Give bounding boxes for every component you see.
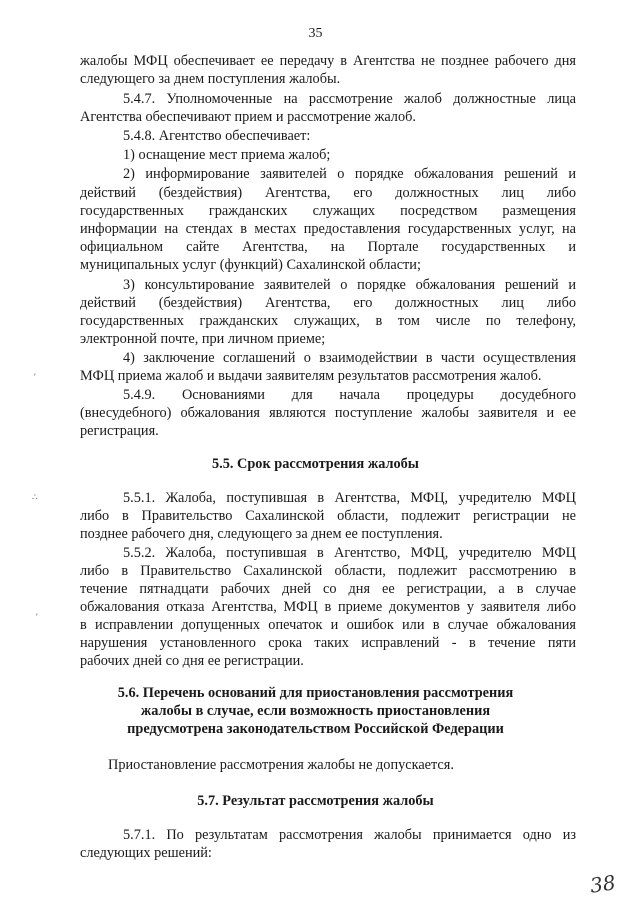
scan-speck: ′ (34, 372, 36, 382)
text-line: обжалования отказа Агентства, МФЦ в приеме документов у заявителя либо (80, 599, 576, 615)
text-line: действий (бездействия) Агентства, его должностных лиц либо (80, 295, 576, 311)
section-heading: 5.5. Срок рассмотрения жалобы (212, 456, 419, 472)
list-item-text: 3) консультирование заявителей о порядке обжалования решений и (123, 277, 576, 293)
text-line: следующих решений: (80, 845, 212, 861)
text-line: информации на стендах в местах предоставления государственных услуг, на (80, 221, 576, 237)
text-line: либо в Правительство Сахалинской области, подлежит регистрации не (80, 508, 576, 524)
text-line: МФЦ приема жалоб и выдачи заявителям результатов рассмотрения жалоб. (80, 368, 542, 384)
text-line: позднее рабочего дня, следующего за днем ее поступления. (80, 526, 443, 542)
text-line: Агентства обеспечивают прием и рассмотрение жалоб. (80, 109, 416, 125)
scan-speck: ∴ (32, 492, 38, 502)
text-line: 5.4.9. Основаниями для начала процедуры досудебного (123, 387, 576, 403)
text-line: нарушения установленного срока таких исправлений - в течение пяти (80, 635, 576, 651)
text-line: электронной почте, при личном приеме; (80, 331, 326, 347)
text-line: муниципальных услуг (функций) Сахалинской области; (80, 257, 421, 273)
list-item-text: 2) информирование заявителей о порядке обжалования решений и (123, 166, 576, 182)
section-heading: 5.7. Результат рассмотрения жалобы (197, 793, 434, 809)
text-line: 5.5.2. Жалоба, поступившая в Агентство, МФЦ, учредителю МФЦ (123, 545, 576, 561)
text-line: течение пятнадцати рабочих дней со дня ее регистрации, а в случае (80, 581, 576, 597)
list-item-text: 1) оснащение мест приема жалоб; (123, 147, 331, 163)
text-line: государственных гражданских служащих посредством размещения (80, 203, 576, 219)
text-line: 5.4.7. Уполномоченные на рассмотрение жалоб должностные лица (123, 91, 576, 107)
text-line: 5.5.1. Жалоба, поступившая в Агентства, МФЦ, учредителю МФЦ (123, 490, 576, 506)
section-heading: предусмотрена законодательством Российской Федерации (127, 721, 504, 737)
text-line: следующего за днем поступления жалобы. (80, 71, 341, 87)
text-line: жалобы МФЦ обеспечивает ее передачу в Агентства не позднее рабочего дня (80, 53, 576, 69)
text-line: 5.7.1. По результатам рассмотрения жалобы принимается одно из (123, 827, 576, 843)
text-line: либо в Правительство Сахалинской области, подлежит рассмотрению в (80, 563, 576, 579)
text-line: государственных гражданских служащих, в том числе по телефону, (80, 313, 576, 329)
text-line: (внесудебного) обжалования являются поступление жалобы заявителя и ее (80, 405, 576, 421)
text-line: в исправлении допущенных опечаток и ошибок или в случае обжалования (80, 617, 576, 633)
text-line: Приостановление рассмотрения жалобы не допускается. (108, 757, 454, 773)
text-line: регистрация. (80, 423, 159, 439)
scan-speck: ′ (36, 612, 38, 622)
section-heading: 5.6. Перечень оснований для приостановления рассмотрения (117, 685, 514, 701)
section-heading: жалобы в случае, если возможность приостановления (140, 703, 491, 719)
text-line: официальном сайте Агентства, на Портале государственных и (80, 239, 576, 255)
text-line: 5.4.8. Агентство обеспечивает: (123, 128, 311, 144)
text-line: действий (бездействия) Агентства, его должностных лиц либо (80, 185, 576, 201)
handwritten-page-mark: 38 (588, 870, 617, 898)
page-number: 35 (308, 26, 323, 41)
list-item-text: 4) заключение соглашений о взаимодействии в части осуществления (123, 350, 576, 366)
text-line: рабочих дней со дня ее регистрации. (80, 653, 304, 669)
